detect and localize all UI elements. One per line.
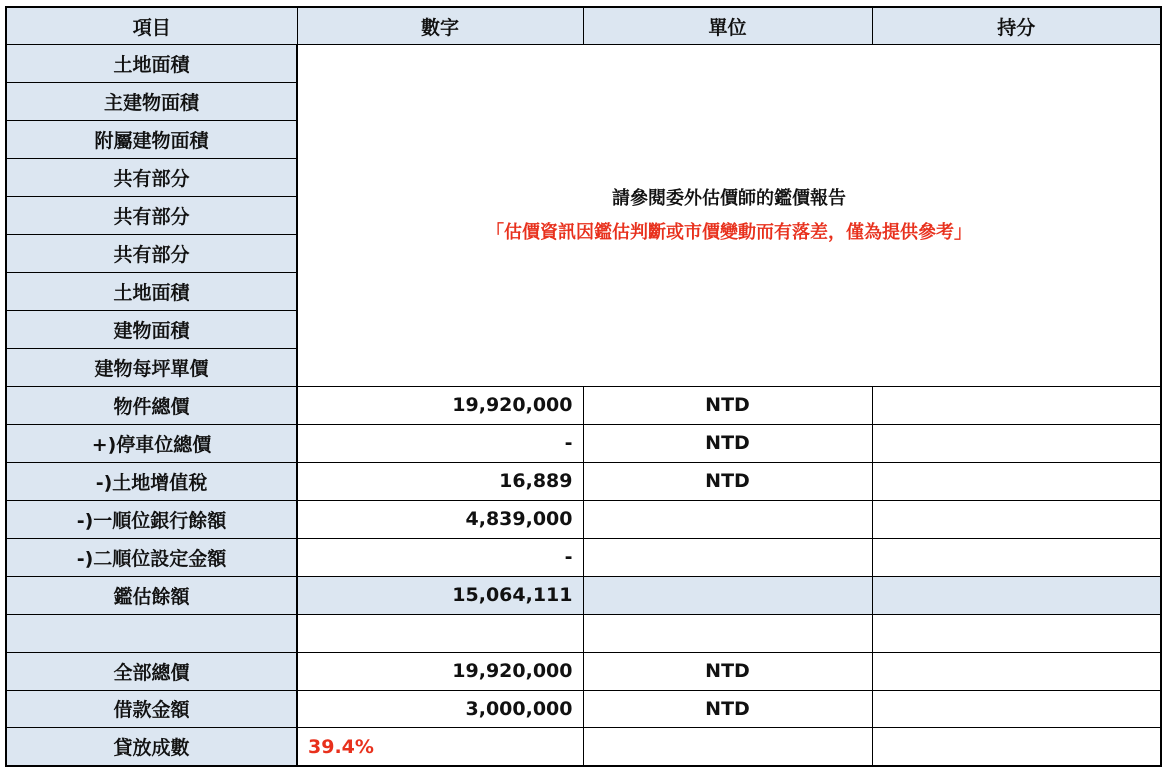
row-label[interactable]: 借款金額 (6, 690, 297, 728)
value-cell[interactable]: 4,839,000 (297, 500, 583, 538)
row-label[interactable]: 土地面積 (6, 273, 297, 311)
row-label[interactable]: +)停車位總價 (6, 424, 297, 462)
value-cell[interactable]: - (297, 424, 583, 462)
share-cell[interactable] (872, 614, 1161, 652)
loan-ratio-value[interactable]: 39.4% (297, 728, 583, 766)
appraisal-notice-cell[interactable] (297, 45, 1161, 387)
row-label[interactable]: 土地面積 (6, 45, 297, 83)
row-label[interactable]: 共有部分 (6, 197, 297, 235)
share-cell[interactable] (872, 576, 1161, 614)
header-number[interactable]: 數字 (297, 7, 583, 45)
valuation-table (5, 6, 1162, 767)
appraisal-disclaimer-text: 「估價資訊因鑑估判斷或市價變動而有落差，僅為提供參考」 (486, 221, 972, 243)
table-row (6, 45, 1161, 83)
share-cell[interactable] (872, 652, 1161, 690)
table-row (6, 576, 1161, 614)
value-cell[interactable]: - (297, 538, 583, 576)
header-item[interactable]: 項目 (6, 7, 297, 45)
unit-cell[interactable]: NTD (583, 462, 872, 500)
unit-cell[interactable] (583, 614, 872, 652)
row-label[interactable]: -)一順位銀行餘額 (6, 500, 297, 538)
appraisal-notice-text: 請參閱委外估價師的鑑價報告 (612, 187, 846, 209)
row-label[interactable]: -)土地增值稅 (6, 462, 297, 500)
table-row (6, 386, 1161, 424)
share-cell[interactable] (872, 538, 1161, 576)
row-label[interactable]: -)二順位設定金額 (6, 538, 297, 576)
row-label[interactable]: 建物面積 (6, 310, 297, 348)
table-row (6, 462, 1161, 500)
share-cell[interactable] (872, 728, 1161, 766)
unit-cell[interactable] (583, 500, 872, 538)
table-row (6, 652, 1161, 690)
row-label[interactable] (6, 614, 297, 652)
row-label[interactable]: 附屬建物面積 (6, 121, 297, 159)
table-row (6, 728, 1161, 766)
value-cell[interactable]: 15,064,111 (297, 576, 583, 614)
share-cell[interactable] (872, 462, 1161, 500)
value-cell[interactable] (297, 614, 583, 652)
row-label[interactable]: 共有部分 (6, 235, 297, 273)
value-cell[interactable]: 19,920,000 (297, 386, 583, 424)
header-share[interactable]: 持分 (872, 7, 1161, 45)
table-row (6, 424, 1161, 462)
table-row (6, 690, 1161, 728)
row-label[interactable]: 建物每坪單價 (6, 348, 297, 386)
table-row (6, 614, 1161, 652)
unit-cell[interactable] (583, 576, 872, 614)
row-label[interactable]: 貸放成數 (6, 728, 297, 766)
row-label[interactable]: 鑑估餘額 (6, 576, 297, 614)
share-cell[interactable] (872, 500, 1161, 538)
unit-cell[interactable] (583, 728, 872, 766)
value-cell[interactable]: 3,000,000 (297, 690, 583, 728)
table-row (6, 500, 1161, 538)
unit-cell[interactable]: NTD (583, 652, 872, 690)
unit-cell[interactable] (583, 538, 872, 576)
unit-cell[interactable]: NTD (583, 386, 872, 424)
share-cell[interactable] (872, 386, 1161, 424)
valuation-sheet (5, 6, 1160, 767)
row-label[interactable]: 主建物面積 (6, 83, 297, 121)
row-label[interactable]: 全部總價 (6, 652, 297, 690)
unit-cell[interactable]: NTD (583, 690, 872, 728)
value-cell[interactable]: 16,889 (297, 462, 583, 500)
header-unit[interactable]: 單位 (583, 7, 872, 45)
share-cell[interactable] (872, 424, 1161, 462)
row-label[interactable]: 共有部分 (6, 159, 297, 197)
unit-cell[interactable]: NTD (583, 424, 872, 462)
table-row (6, 538, 1161, 576)
header-row (6, 7, 1161, 45)
value-cell[interactable]: 19,920,000 (297, 652, 583, 690)
row-label[interactable]: 物件總價 (6, 386, 297, 424)
share-cell[interactable] (872, 690, 1161, 728)
